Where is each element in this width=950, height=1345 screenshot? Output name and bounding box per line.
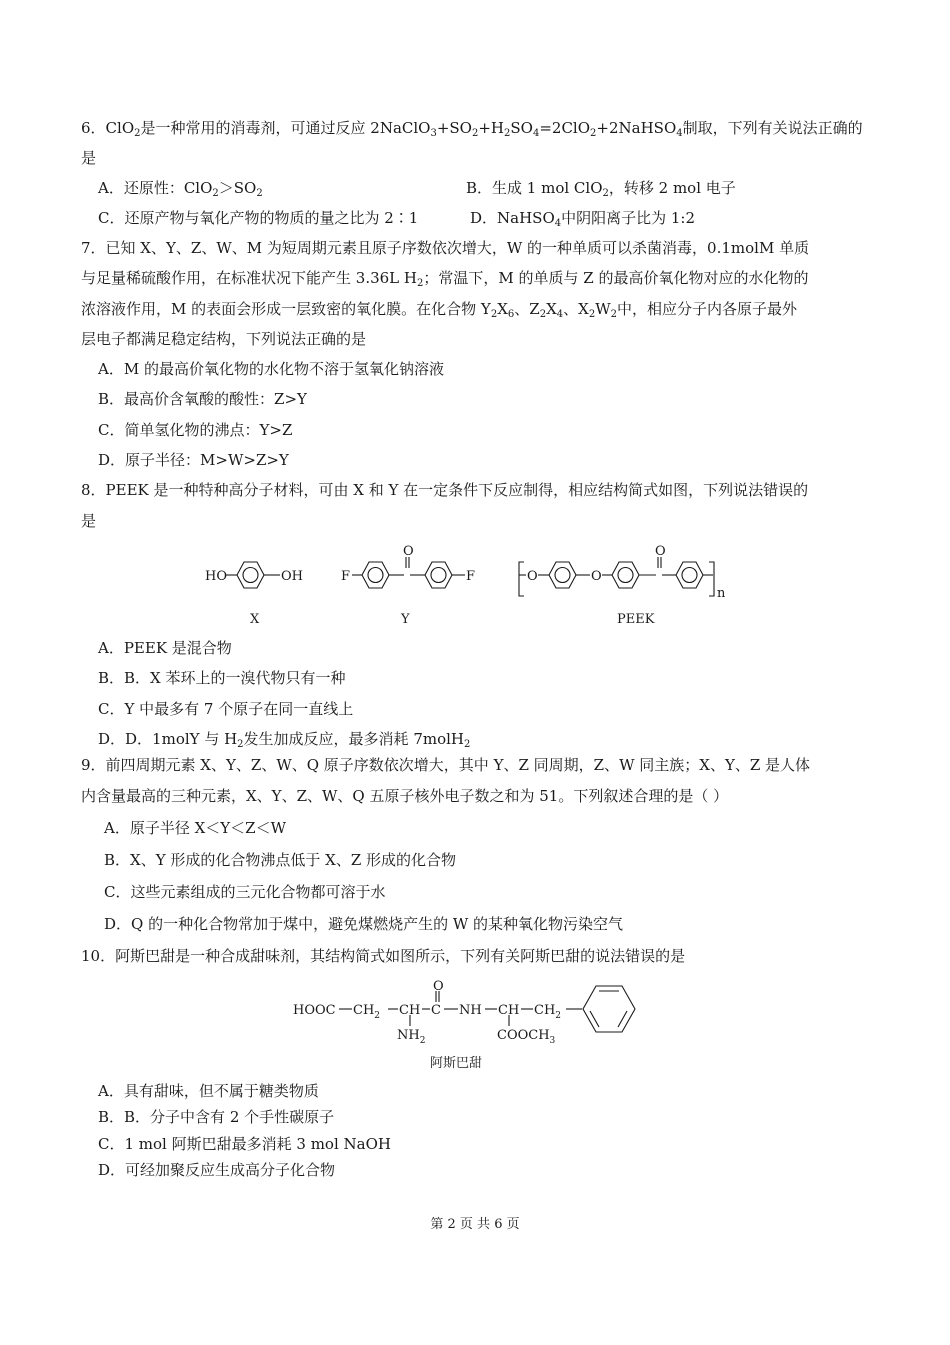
figure-label-y: Y [401, 612, 410, 627]
q6-option-a: A．还原性：$ClO_2>SO_2$ [98, 179, 263, 199]
q7-option-b: B．最高价含氧酸的酸性：Z>Y [98, 390, 307, 408]
aspartame-benzene-ring [583, 986, 635, 1032]
q7-option-a: A．M 的最高价氧化物的水化物不溶于氢氧化钠溶液 [98, 360, 444, 378]
q9-stem-line1: 9．前四周期元素 X、Y、Z、W、Q 原子序数依次增大，其中 Y、Z 同周期，Z、W 同主族；X、Y、Z 是人体 [81, 756, 811, 774]
q8-option-d: D．D．1molY 与 $H_2$发生加成反应，最多消耗 7molH$_2$ [98, 730, 471, 750]
q6-option-c: C．还原产物与氧化产物的物质的量之比为 2∶1 [98, 209, 419, 227]
q10-option-c: C．1 mol 阿斯巴甜最多消耗 3 mol NaOH [98, 1135, 391, 1153]
aspartame-caption: 阿斯巴甜 [430, 1056, 483, 1071]
q9-option-b: B．X、Y 形成的化合物沸点低于 X、Z 形成的化合物 [104, 851, 457, 869]
q9-option-a: A．原子半径 X＜Y＜Z＜W [104, 819, 287, 837]
q7-stem-line1: 7．已知 X、Y、Z、W、M 为短周期元素且原子序数依次增大，W 的一种单质可以杀菌消毒，0.1molM 单质 [81, 239, 810, 257]
q8-stem-line2: 是 [81, 512, 97, 530]
ch2-left-label: $CH_2$ [353, 1003, 381, 1021]
q6-option-d: D．NaHSO$_4$中阴阳离子比为 1:2 [470, 209, 696, 229]
ch2-right-label: $CH_2$ [534, 1003, 562, 1021]
y-f-left-label: F [341, 569, 351, 584]
q6-option-b: B．生成 1 mol ClO$_2$，转移 2 mol 电子 [466, 179, 736, 199]
figure-label-peek: PEEK [617, 612, 655, 627]
q8-option-b: B．B．X 苯环上的一溴代物只有一种 [98, 669, 346, 687]
y-carbonyl-o-label: O [403, 544, 414, 559]
ch-right-label: CH [498, 1003, 520, 1018]
q9-stem-line2: 内含量最高的三种元素，X、Y、Z、W、Q 五原子核外电子数之和为 51。下列叙述合理的是（ ） [81, 787, 729, 805]
figure-label-x: X [250, 612, 260, 627]
q8-option-c: C．Y 中最多有 7 个原子在同一直线上 [98, 700, 354, 718]
hooc-label: HOOC [293, 1003, 336, 1018]
nh2-label: $NH_2$ [397, 1028, 426, 1046]
x-oh-label: OH [281, 569, 303, 584]
q10-option-d: D．可经加聚反应生成高分子化合物 [98, 1161, 336, 1179]
q10-stem-line1: 10．阿斯巴甜是一种合成甜味剂，其结构简式如图所示，下列有关阿斯巴甜的说法错误的是 [81, 947, 686, 965]
q7-stem-line2: 与足量稀硫酸作用，在标准状况下能产生 3.36L $H_2$；常温下，M 的单质与 Z 的最高价氧化物对应的水化物的 [81, 269, 809, 289]
page-footer: 第 2 页 共 6 页 [430, 1217, 520, 1232]
q6-stem: 6．ClO$_2$是一种常用的消毒剂，可通过反应 $2NaClO_3+SO_2+H_2SO_4=2ClO_2+2NaHSO_4$制取，下列有关说法正确的 [81, 119, 863, 139]
cooch3-label: $COOCH_3$ [497, 1028, 556, 1046]
q7-option-c: C．简单氢化物的沸点：Y>Z [98, 421, 293, 439]
carbonyl-o-label: O [433, 979, 444, 994]
peek-o2-label: O [591, 569, 602, 584]
x-ho-label: HO [205, 569, 227, 584]
q7-stem-line4: 层电子都满足稳定结构，下列说法正确的是 [81, 330, 367, 348]
peek-n-label: n [717, 586, 726, 601]
q7-option-d: D．原子半径：M>W>Z>Y [98, 451, 289, 469]
q10-option-a: A．具有甜味，但不属于糖类物质 [98, 1082, 319, 1100]
q8-stem-line1: 8．PEEK 是一种特种高分子材料，可由 X 和 Y 在一定条件下反应制得，相应结构简式如图，下列说法错误的 [81, 481, 809, 499]
peek-carbonyl-o-label: O [655, 544, 666, 559]
q9-option-d: D．Q 的一种化合物常加于煤中，避免煤燃烧产生的 W 的某种氧化物污染空气 [104, 915, 624, 933]
y-f-right-label: F [466, 569, 476, 584]
nh-label: NH [459, 1003, 482, 1018]
carbonyl-c-label: C [431, 1003, 441, 1018]
q9-option-c: C．这些元素组成的三元化合物都可溶于水 [104, 883, 386, 901]
q10-option-b: B．B．分子中含有 2 个手性碳原子 [98, 1108, 335, 1126]
ch-left-label: CH [399, 1003, 421, 1018]
q7-stem-line3: 浓溶液作用，M 的表面会形成一层致密的氧化膜。在化合物 $Y_2X_6$、$Z_2X_4$、$X_2W_2$中，相应分子内各原子最外 [81, 300, 797, 320]
q6-stem-line2: 是 [81, 149, 97, 167]
q8-option-a: A．PEEK 是混合物 [98, 639, 232, 657]
peek-o1-label: O [527, 569, 538, 584]
